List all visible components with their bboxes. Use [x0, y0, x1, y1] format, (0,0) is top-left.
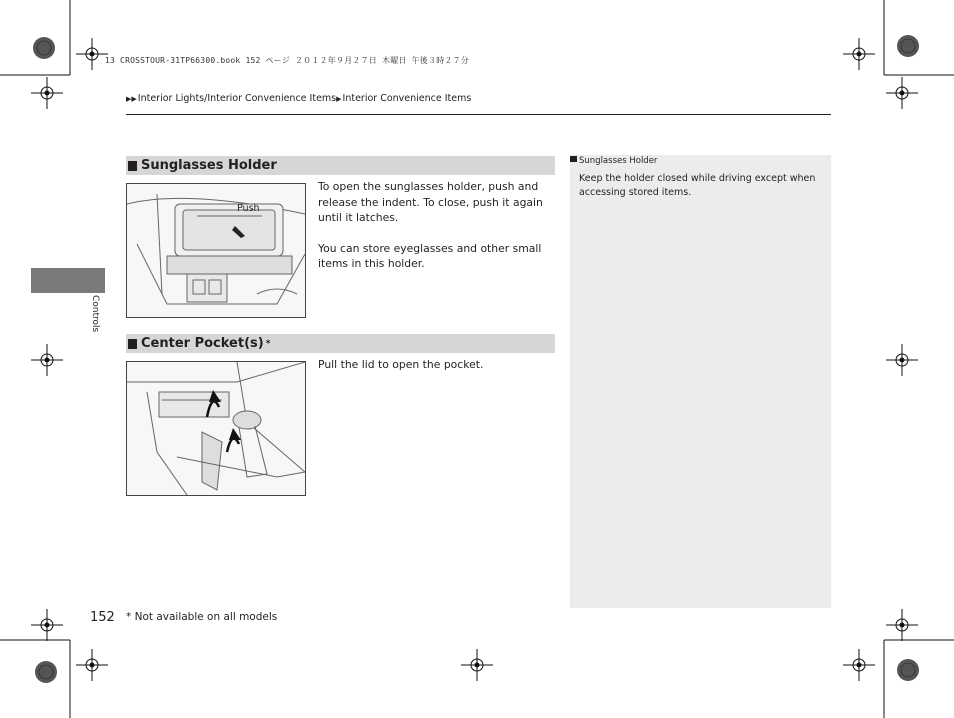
- section-heading-center-pocket: [126, 334, 555, 353]
- breadcrumb: [126, 93, 471, 104]
- breadcrumb-arrow-icon: ▶: [336, 95, 342, 103]
- registration-mark: [900, 91, 904, 95]
- breadcrumb-part1[interactable]: Interior Lights/Interior Convenience Items: [137, 93, 337, 104]
- chapter-tab-label: Controls: [90, 295, 100, 333]
- header-rule: [126, 114, 831, 115]
- registration-mark: [45, 623, 49, 627]
- sunglasses-holder-drawing: [127, 184, 305, 317]
- registration-mark: [857, 52, 861, 56]
- center-pocket-illustration: [126, 361, 306, 496]
- chapter-tab[interactable]: [31, 268, 105, 293]
- registration-mark: [90, 663, 94, 667]
- breadcrumb-arrow-icon: ▶▶: [126, 95, 137, 103]
- breadcrumb-part2[interactable]: Interior Convenience Items: [342, 93, 472, 104]
- sidebar-note: [570, 155, 831, 608]
- page-number: 152: [90, 610, 115, 625]
- paragraph: You can store eyeglasses and other small items in this holder.: [318, 241, 542, 270]
- registration-mark: [900, 358, 904, 362]
- sidebar-title-text: Sunglasses Holder: [579, 156, 658, 166]
- registration-mark: [45, 91, 49, 95]
- print-header: 13 CROSSTOUR-31TP66300.book 152 ページ ２０１２年９月２７日 木曜日 午後３時２７分: [105, 56, 470, 65]
- heading-square-icon: [128, 161, 137, 171]
- footnote: * Not available on all models: [126, 611, 278, 623]
- registration-mark: [900, 623, 904, 627]
- paragraph: To open the sunglasses holder, push and release the indent. To close, push it again until it latches.: [318, 180, 543, 224]
- section-center-pocket-text: [318, 357, 558, 373]
- registration-mark: [475, 663, 479, 667]
- note-marker-icon: [570, 156, 577, 162]
- registration-mark: [90, 52, 94, 56]
- section-title: Sunglasses Holder: [141, 158, 277, 173]
- sidebar-title: [570, 156, 657, 166]
- registration-mark: [45, 358, 49, 362]
- heading-square-icon: [128, 339, 137, 349]
- sunglasses-holder-illustration: [126, 183, 306, 318]
- center-pocket-drawing: [127, 362, 305, 495]
- push-label: Push: [237, 203, 260, 214]
- paragraph: Pull the lid to open the pocket.: [318, 358, 484, 371]
- section-title: Center Pocket(s): [141, 336, 264, 351]
- section-sunglasses-text: [318, 179, 558, 272]
- registration-mark: [857, 663, 861, 667]
- asterisk: *: [265, 338, 271, 349]
- sidebar-text: Keep the holder closed while driving except when accessing stored items.: [579, 173, 816, 198]
- section-heading-sunglasses-holder: [126, 156, 555, 175]
